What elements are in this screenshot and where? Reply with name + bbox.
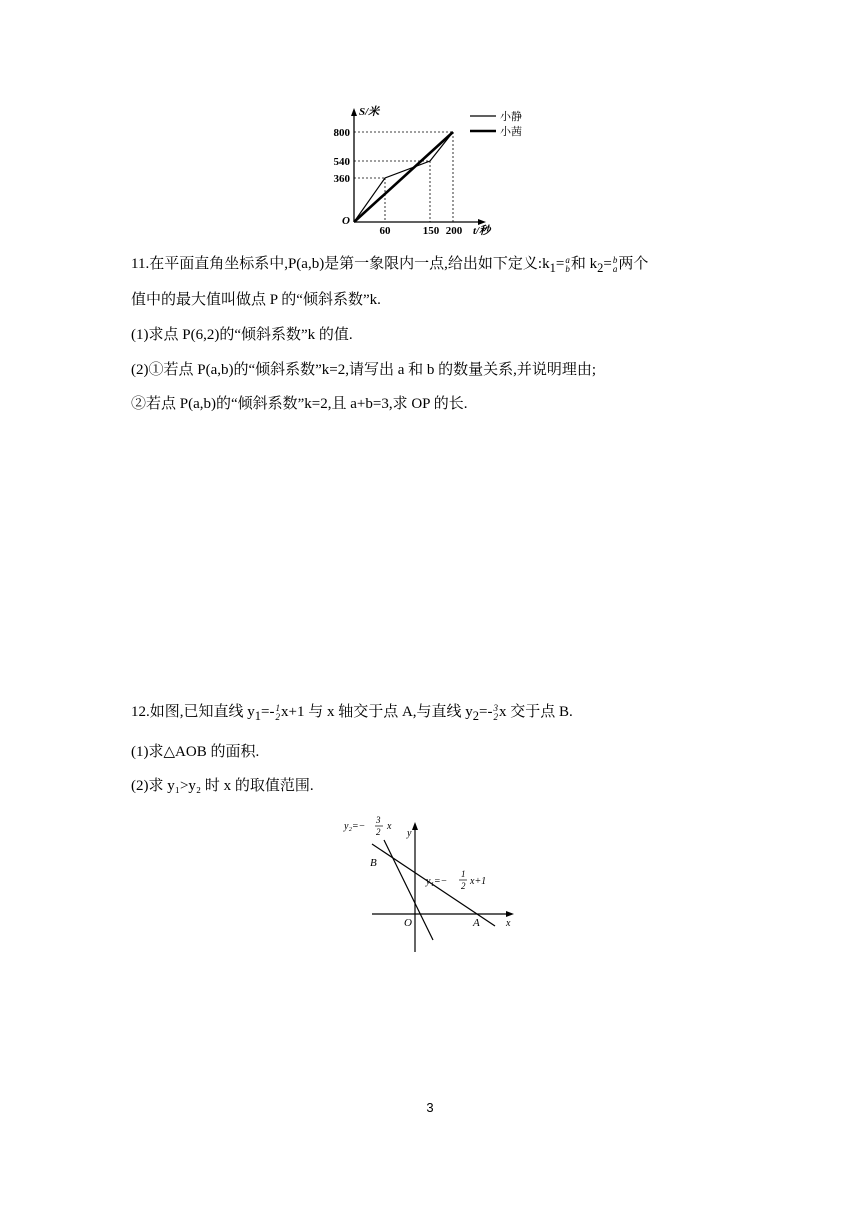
y-tick-540: 540 (333, 156, 350, 168)
x-tick-150: 150 (422, 225, 440, 237)
q12-line1 (131, 702, 573, 726)
q11-line2: 值中的最大值叫做点 P 的“倾斜系数”k. (131, 292, 381, 308)
q12-frac2-den: 2 (493, 711, 498, 722)
label-y2-frac-num: 3 (376, 815, 381, 825)
q11-line1 (131, 254, 648, 278)
q12-frac1-den: 2 (275, 711, 280, 722)
q12-sub1: 1 (254, 709, 262, 723)
q11-eq: = (555, 256, 565, 272)
label-A: A (473, 917, 480, 929)
y-axis-arrow (412, 822, 418, 830)
q12-fraction-1-over-2 (275, 704, 280, 722)
q11-text-mid: 和 k (570, 256, 598, 272)
q11-fraction-a-over-b (565, 256, 570, 274)
x-tick-60: 60 (379, 225, 391, 237)
label-y2-x: x (387, 821, 392, 832)
x-tick-200: 200 (445, 225, 463, 237)
q11-fraction-b-over-a (613, 256, 618, 274)
q12-frac2-num: 3 (493, 702, 498, 713)
legend-xiaojing-label: 小静 (500, 111, 522, 123)
q11-frac1-num: a (565, 254, 570, 265)
q12-frac1-num: 1 (275, 702, 280, 713)
label-x: x (506, 918, 511, 929)
label-y: y (407, 828, 412, 839)
label-y1-frac-num: 1 (461, 869, 466, 879)
label-y1-tail: x+1 (470, 876, 487, 887)
origin-label: O (342, 215, 350, 227)
x-axis-arrow (506, 911, 514, 917)
label-y2-prefix: y₂=− (344, 821, 366, 832)
q12-text-b: x+1 与 x 轴交于点 A,与直线 y (280, 704, 473, 720)
q12-part2: (2)求 y₁>y₂ 时 x 的取值范围. (131, 778, 314, 794)
q11-text-a: 11.在平面直角坐标系中,P(a,b)是第一象限内一点,给出如下定义:k (131, 256, 550, 272)
q11-eq2: = (603, 256, 612, 272)
q11-sub1: 1 (549, 261, 556, 275)
q12-eq2: =- (479, 704, 493, 720)
q11-text-end: 两个 (618, 256, 649, 272)
q12-text-c: x 交于点 B. (499, 704, 573, 720)
linear-functions-diagram (330, 812, 530, 957)
y-axis-label: S/米 (359, 106, 380, 118)
q12-text-a: 12.如图,已知直线 y (131, 704, 255, 720)
y-tick-360: 360 (333, 173, 350, 185)
q12-part1: (1)求△AOB 的面积. (131, 744, 260, 760)
q11-frac2-den: a (612, 263, 618, 274)
label-B: B (370, 857, 377, 869)
q11-sub2: 2 (597, 261, 604, 275)
q12-eq1: =- (261, 704, 275, 720)
y-tick-800: 800 (333, 127, 350, 139)
q11-part2a: (2)①若点 P(a,b)的“倾斜系数”k=2,请写出 a 和 b 的数量关系,并说明理由; (131, 362, 597, 378)
q11-frac2-num: b (612, 254, 618, 265)
q12-sub2: 2 (472, 709, 480, 723)
series-xiaoqian-line (354, 132, 453, 222)
label-y1-frac-den: 2 (461, 881, 466, 891)
label-y1-prefix: y₁=− (426, 876, 448, 887)
y-axis-arrow (351, 108, 357, 116)
q11-frac1-den: b (565, 263, 570, 274)
legend-xiaoqian-label: 小茜 (500, 126, 522, 138)
distance-time-chart (330, 100, 530, 240)
x-axis-label: t/秒 (473, 225, 491, 237)
q11-part1: (1)求点 P(6,2)的“倾斜系数”k 的值. (131, 327, 353, 343)
label-O: O (404, 917, 412, 929)
q11-part2b: ②若点 P(a,b)的“倾斜系数”k=2,且 a+b=3,求 OP 的长. (131, 396, 468, 412)
page-number: 3 (426, 1100, 434, 1115)
label-y2-frac-den: 2 (376, 827, 381, 837)
q12-fraction-3-over-2 (494, 704, 499, 722)
